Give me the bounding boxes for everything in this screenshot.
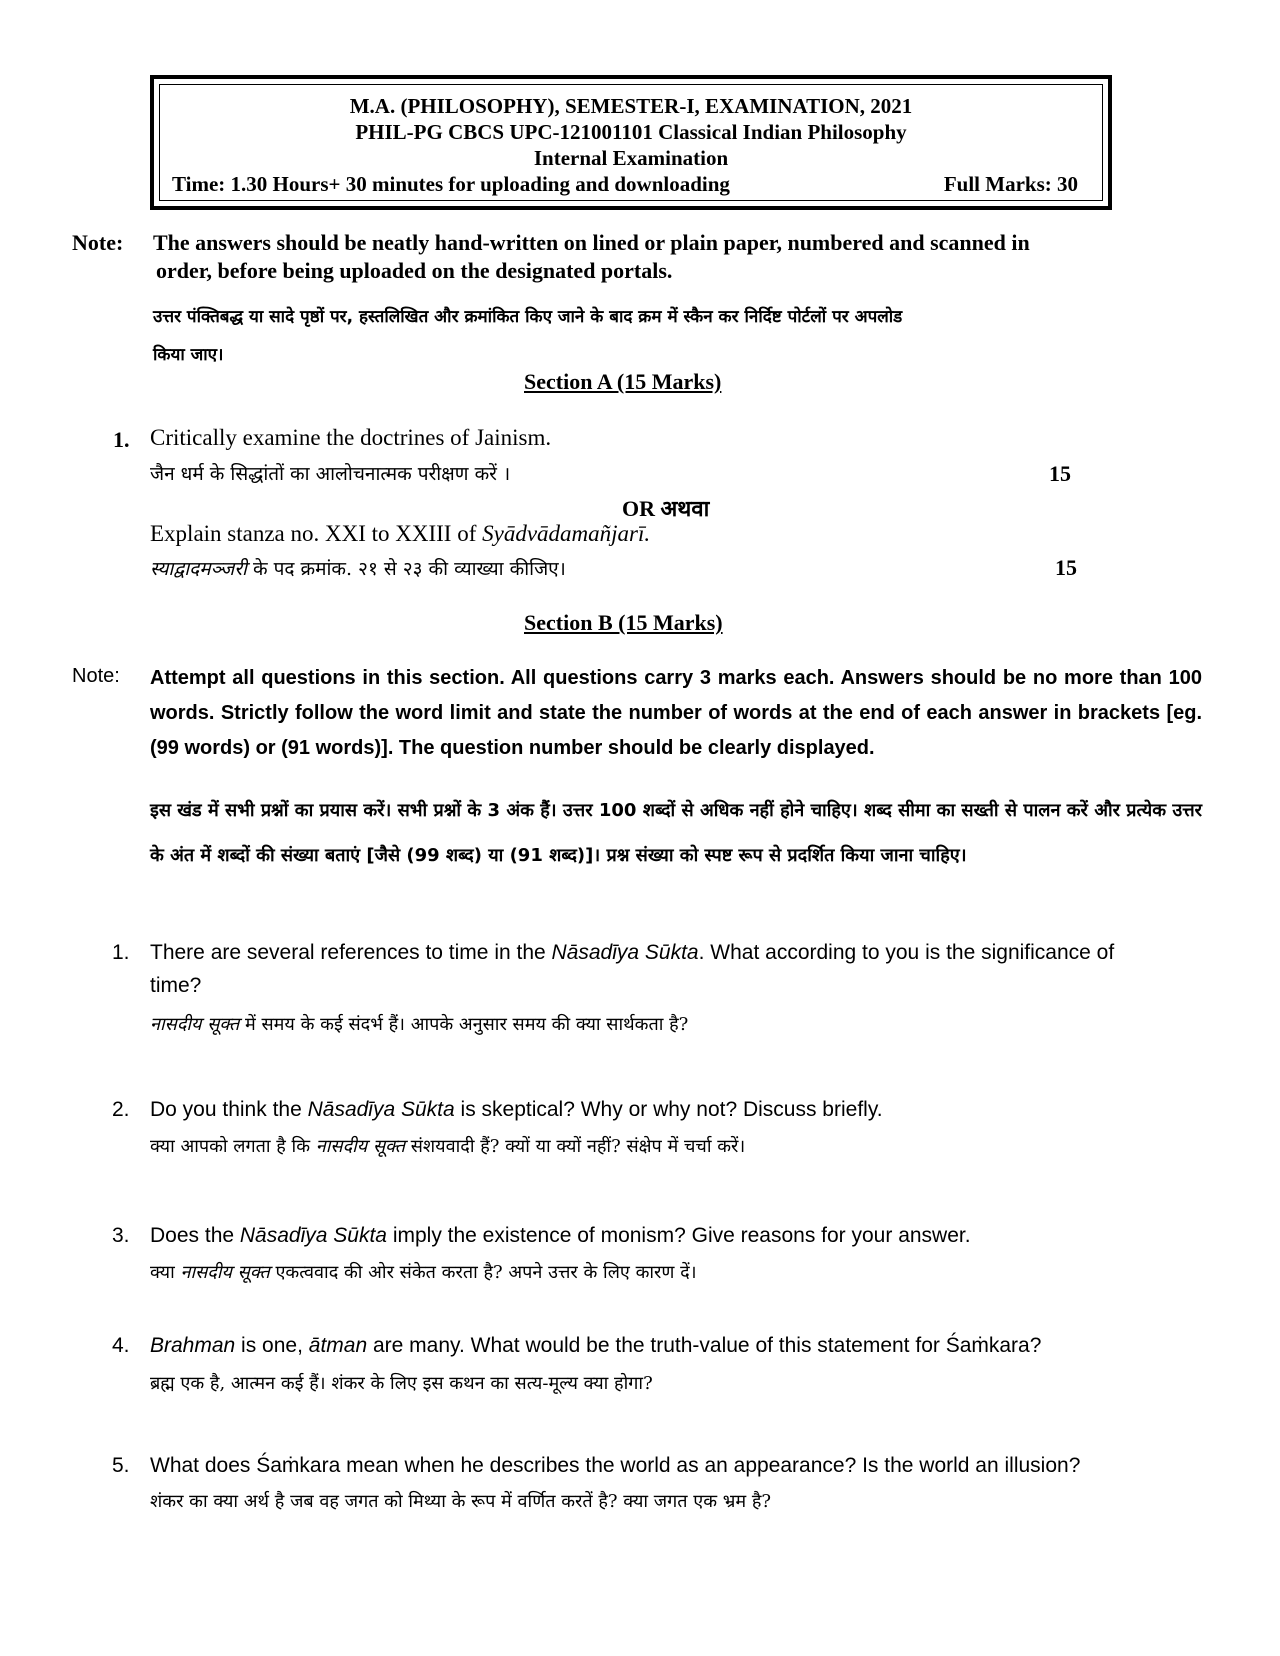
question-1b-hindi: स्याद्वादमञ्जरी के पद क्रमांक. २१ से २३ की व्याख्या कीजिए। bbox=[150, 558, 566, 580]
section-a-title: Section A (15 Marks) bbox=[524, 369, 722, 394]
full-marks: Full Marks: 30 bbox=[943, 172, 1078, 196]
section-b-title: Section B (15 Marks) bbox=[524, 610, 723, 635]
question-1-english: Critically examine the doctrines of Jainism. bbox=[150, 425, 552, 450]
question-5-hindi: शंकर का क्या अर्थ है जब वह जगत को मिथ्या के रूप में वर्णित करतें है? क्या जगत एक भ्रम है? bbox=[150, 1491, 772, 1512]
section-b-note-label: Note: bbox=[72, 665, 120, 687]
note-english-line-1: The answers should be neatly hand-written on lined or plain paper, numbered and scanned in bbox=[153, 230, 1030, 255]
note-hindi-line-1: उत्तर पंक्तिबद्ध या सादे पृष्ठों पर, हस्तलिखित और क्रमांकित किए जाने के बाद क्रम में स्कैन कर निर्दिष्ट पोर्टलों पर अपलोड bbox=[153, 307, 903, 327]
question-number: 5. bbox=[112, 1454, 130, 1477]
question-1b-english: Explain stanza no. XXI to XXIII of Syādvādamañjarī. bbox=[150, 521, 651, 546]
exam-type: Internal Examination bbox=[533, 146, 729, 170]
question-1-hindi: जैन धर्म के सिद्धांतों का आलोचनात्मक परीक्षण करें । bbox=[150, 463, 511, 485]
question-4-english: Brahman is one, ātman are many. What would be the truth-value of this statement for Śaṁkara? bbox=[150, 1334, 1042, 1357]
question-1-marks: 15 bbox=[1049, 461, 1071, 486]
question-1-english-cont: time? bbox=[150, 974, 202, 997]
course-title: PHIL-PG CBCS UPC-121001101 Classical Indian Philosophy bbox=[355, 120, 907, 144]
section-b-note-hindi: इस खंड में सभी प्रश्नों का प्रयास करें। सभी प्रश्नों के 3 अंक हैं। उत्तर 100 शब्दों से अधिक नहीं होने चाहिए। शब्द सीमा का सख्ती से पालन करें और प्रत्येक उत्तर के अंत में शब्दों की संख्या बताएं [जैसे (99 शब्द) या (91 शब्द)]। प्रश्न संख्या को स्पष्ट रूप से प्रदर्शित किया जाना चाहिए। bbox=[150, 800, 1202, 866]
question-number: 4. bbox=[112, 1334, 130, 1357]
section-b-note-english: Attempt all questions in this section. All questions carry 3 marks each. Answers should be no more than 100 words. Strictly follow the word limit and state the number of words at the end of each answer in brackets [eg. (99 words) or (91 words)]. The question number should be clearly displayed. bbox=[150, 667, 1202, 759]
header-inner-border bbox=[159, 84, 1103, 201]
note-label: Note: bbox=[72, 230, 124, 255]
question-1b-marks: 15 bbox=[1055, 555, 1077, 580]
question-4-hindi: ब्रह्म एक है, आत्मन कई हैं। शंकर के लिए इस कथन का सत्य-मूल्य क्या होगा? bbox=[150, 1373, 653, 1394]
question-1-english: There are several references to time in the Nāsadīya Sūkta. What according to you is the significance of bbox=[150, 941, 1115, 964]
question-number: 2. bbox=[112, 1098, 130, 1121]
note-hindi-line-2: किया जाए। bbox=[153, 345, 224, 365]
question-number: 3. bbox=[112, 1224, 130, 1247]
question-1-hindi: नासदीय सूक्त में समय के कई संदर्भ हैं। आपके अनुसार समय की क्या सार्थकता है? bbox=[150, 1014, 689, 1035]
question-number: 1. bbox=[112, 941, 130, 964]
time-allowed: Time: 1.30 Hours+ 30 minutes for uploading and downloading bbox=[172, 172, 730, 196]
question-2-hindi: क्या आपको लगता है कि नासदीय सूक्त संशयवादी हैं? क्यों या क्यों नहीं? संक्षेप में चर्चा करें। bbox=[150, 1136, 746, 1157]
question-number: 1. bbox=[113, 427, 130, 452]
header-box bbox=[150, 75, 1112, 210]
question-5-english: What does Śaṁkara mean when he describes the world as an appearance? Is the world an illusion? bbox=[150, 1454, 1081, 1477]
question-3-hindi: क्या नासदीय सूक्त एकत्ववाद की ओर संकेत करता है? अपने उत्तर के लिए कारण दें। bbox=[150, 1262, 697, 1283]
exam-title: M.A. (PHILOSOPHY), SEMESTER-I, EXAMINATION, 2021 bbox=[349, 94, 913, 118]
question-3-english: Does the Nāsadīya Sūkta imply the existence of monism? Give reasons for your answer. bbox=[150, 1224, 971, 1247]
note-english-line-2: order, before being uploaded on the designated portals. bbox=[156, 258, 673, 283]
or-divider: OR अथवा bbox=[622, 496, 710, 521]
question-2-english: Do you think the Nāsadīya Sūkta is skeptical? Why or why not? Discuss briefly. bbox=[150, 1098, 883, 1121]
